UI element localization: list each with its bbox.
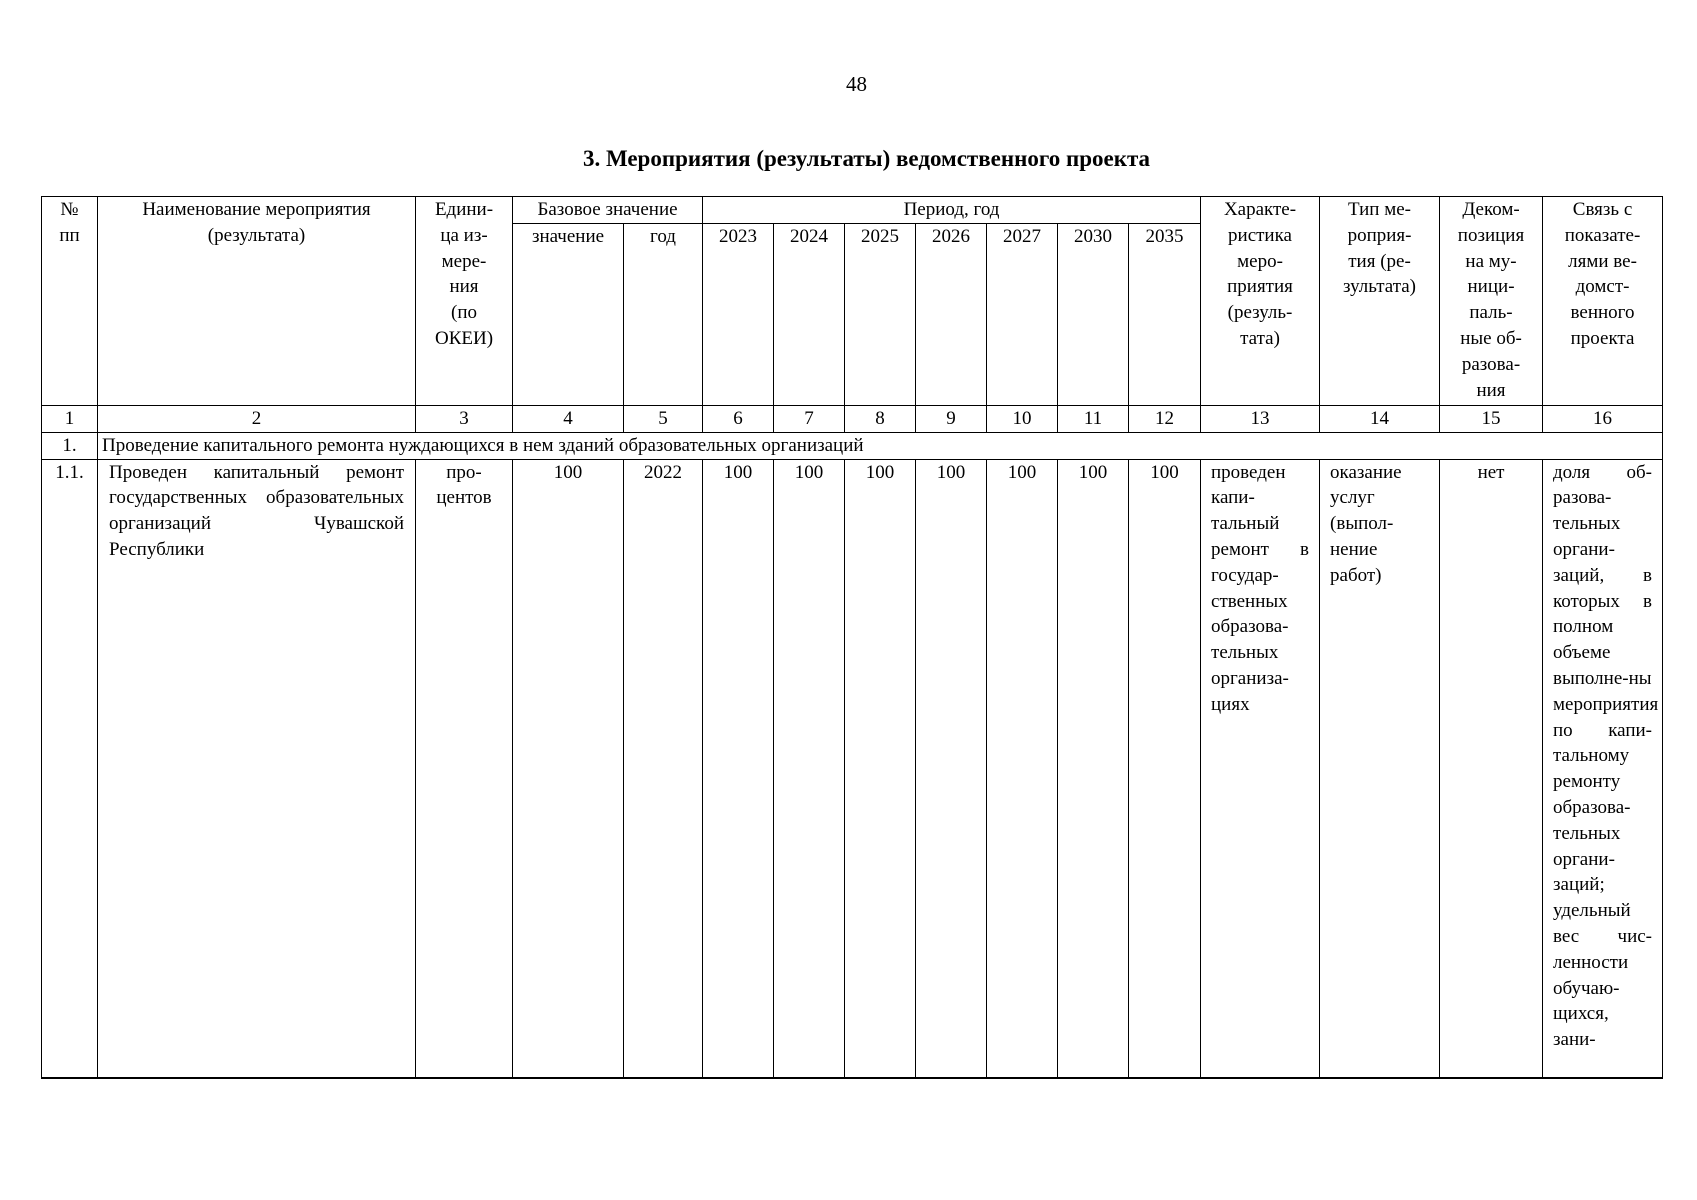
text-line: ные об- bbox=[1460, 327, 1522, 349]
header-year: 2035 bbox=[1129, 223, 1201, 405]
column-number: 7 bbox=[774, 406, 845, 433]
text-line: домст- bbox=[1575, 276, 1630, 298]
header-characteristic bbox=[1201, 197, 1320, 406]
text-line: разова- bbox=[1461, 353, 1521, 375]
column-number: 10 bbox=[987, 406, 1058, 433]
text-line: позиция bbox=[1457, 224, 1525, 246]
text-line: ОКЕИ) bbox=[434, 327, 494, 349]
text-line: пп bbox=[59, 224, 80, 246]
header-year: 2023 bbox=[703, 223, 774, 405]
text-line: мере- bbox=[441, 250, 487, 272]
header-year: 2030 bbox=[1058, 223, 1129, 405]
row-num: 1.1. bbox=[42, 459, 98, 1078]
column-number: 11 bbox=[1058, 406, 1129, 433]
header-year: 2024 bbox=[774, 223, 845, 405]
row-base-year: 2022 bbox=[624, 459, 703, 1078]
header-type-text bbox=[1324, 197, 1435, 300]
column-number: 16 bbox=[1543, 406, 1663, 433]
text-line: приятия bbox=[1227, 276, 1293, 298]
text-line: лями ве- bbox=[1568, 250, 1637, 272]
text-line: на му- bbox=[1465, 250, 1517, 272]
header-link-text bbox=[1547, 197, 1658, 352]
row-unit-text bbox=[420, 460, 508, 512]
row-value-2030: 100 bbox=[1058, 459, 1129, 1078]
text-line: (по bbox=[451, 302, 477, 324]
text-line: Наименование мероприятия bbox=[142, 199, 371, 220]
text-line: Связь с bbox=[1572, 199, 1633, 220]
section-row bbox=[42, 432, 1663, 459]
column-number: 6 bbox=[703, 406, 774, 433]
row-link: доля об-разова-тельных органи-заций, в которых в полном объеме выполне-ны мероприятия по капи-тальному ремонту образова-тельных органи-заций; удельный вес чис-ленности обучаю-щихся, зани- bbox=[1543, 459, 1663, 1078]
row-name: Проведен капитальный ремонт государственных образовательных организаций Чувашской Республики bbox=[98, 459, 416, 1078]
text-line: Деком- bbox=[1462, 199, 1520, 220]
row-characteristic: проведен капи-тальный ремонт в государ-ственных образова-тельных организа-циях bbox=[1201, 459, 1320, 1078]
row-value-2024: 100 bbox=[774, 459, 845, 1078]
text-line: тата) bbox=[1240, 327, 1280, 349]
text-line: ния bbox=[1476, 379, 1506, 401]
header-link bbox=[1543, 197, 1663, 406]
text-line: ристика bbox=[1228, 224, 1292, 246]
column-number: 9 bbox=[916, 406, 987, 433]
row-value-2026: 100 bbox=[916, 459, 987, 1078]
column-number: 8 bbox=[845, 406, 916, 433]
table-row bbox=[42, 459, 1663, 1078]
text-line: № bbox=[60, 199, 79, 220]
text-line: ния bbox=[449, 276, 479, 298]
text-line: ца из- bbox=[440, 224, 488, 246]
text-line: тия (ре- bbox=[1348, 250, 1411, 272]
text-line: Едини- bbox=[434, 199, 494, 220]
column-number: 15 bbox=[1440, 406, 1543, 433]
row-value-2027: 100 bbox=[987, 459, 1058, 1078]
row-value-2035: 100 bbox=[1129, 459, 1201, 1078]
column-number-row bbox=[42, 406, 1663, 433]
text-line: центов bbox=[436, 487, 492, 509]
row-decomposition: нет bbox=[1440, 459, 1543, 1078]
column-number: 1 bbox=[42, 406, 98, 433]
header-base-year: год bbox=[624, 223, 703, 405]
text-line: зультата) bbox=[1343, 276, 1416, 298]
header-num bbox=[42, 197, 98, 406]
column-number: 13 bbox=[1201, 406, 1320, 433]
text-line: ници- bbox=[1467, 276, 1515, 298]
row-base-value: 100 bbox=[513, 459, 624, 1078]
text-line: проекта bbox=[1570, 327, 1635, 349]
header-year: 2027 bbox=[987, 223, 1058, 405]
header-row-1 bbox=[42, 197, 1663, 224]
column-number: 2 bbox=[98, 406, 416, 433]
text-line: про- bbox=[446, 461, 482, 483]
header-name-text bbox=[102, 197, 411, 249]
column-number: 12 bbox=[1129, 406, 1201, 433]
text-line: роприя- bbox=[1347, 224, 1412, 246]
text-line: венного bbox=[1570, 302, 1635, 324]
section-title: 3. Мероприятия (результаты) ведомственного проекта bbox=[582, 146, 1151, 171]
row-unit bbox=[416, 459, 513, 1078]
column-number: 4 bbox=[513, 406, 624, 433]
activities-table bbox=[41, 196, 1663, 1079]
header-decomposition bbox=[1440, 197, 1543, 406]
header-unit-text bbox=[420, 197, 508, 352]
text-line: паль- bbox=[1469, 302, 1513, 324]
row-type: оказание услуг (выпол-нение работ) bbox=[1320, 459, 1440, 1078]
column-number: 3 bbox=[416, 406, 513, 433]
column-number: 5 bbox=[624, 406, 703, 433]
text-line: меро- bbox=[1237, 250, 1283, 272]
header-num-text bbox=[46, 197, 93, 249]
section-text: Проведение капитального ремонта нуждающихся в нем зданий образовательных организаций bbox=[98, 432, 1663, 459]
row-value-2025: 100 bbox=[845, 459, 916, 1078]
header-year: 2026 bbox=[916, 223, 987, 405]
header-characteristic-text bbox=[1205, 197, 1315, 352]
text-line: Характе- bbox=[1223, 199, 1297, 220]
text-line: Тип ме- bbox=[1348, 199, 1412, 220]
header-base-group: Базовое значение bbox=[513, 197, 703, 224]
header-decomposition-text bbox=[1444, 197, 1538, 403]
header-name bbox=[98, 197, 416, 406]
page-number: 48 bbox=[846, 72, 867, 96]
text-line: показате- bbox=[1564, 224, 1641, 246]
header-year: 2025 bbox=[845, 223, 916, 405]
text-line: (результата) bbox=[207, 224, 306, 246]
column-number: 14 bbox=[1320, 406, 1440, 433]
header-period-group: Период, год bbox=[703, 197, 1201, 224]
row-value-2023: 100 bbox=[703, 459, 774, 1078]
header-type bbox=[1320, 197, 1440, 406]
section-num: 1. bbox=[42, 432, 98, 459]
header-base-value: значение bbox=[513, 223, 624, 405]
header-unit bbox=[416, 197, 513, 406]
text-line: (резуль- bbox=[1227, 302, 1293, 324]
